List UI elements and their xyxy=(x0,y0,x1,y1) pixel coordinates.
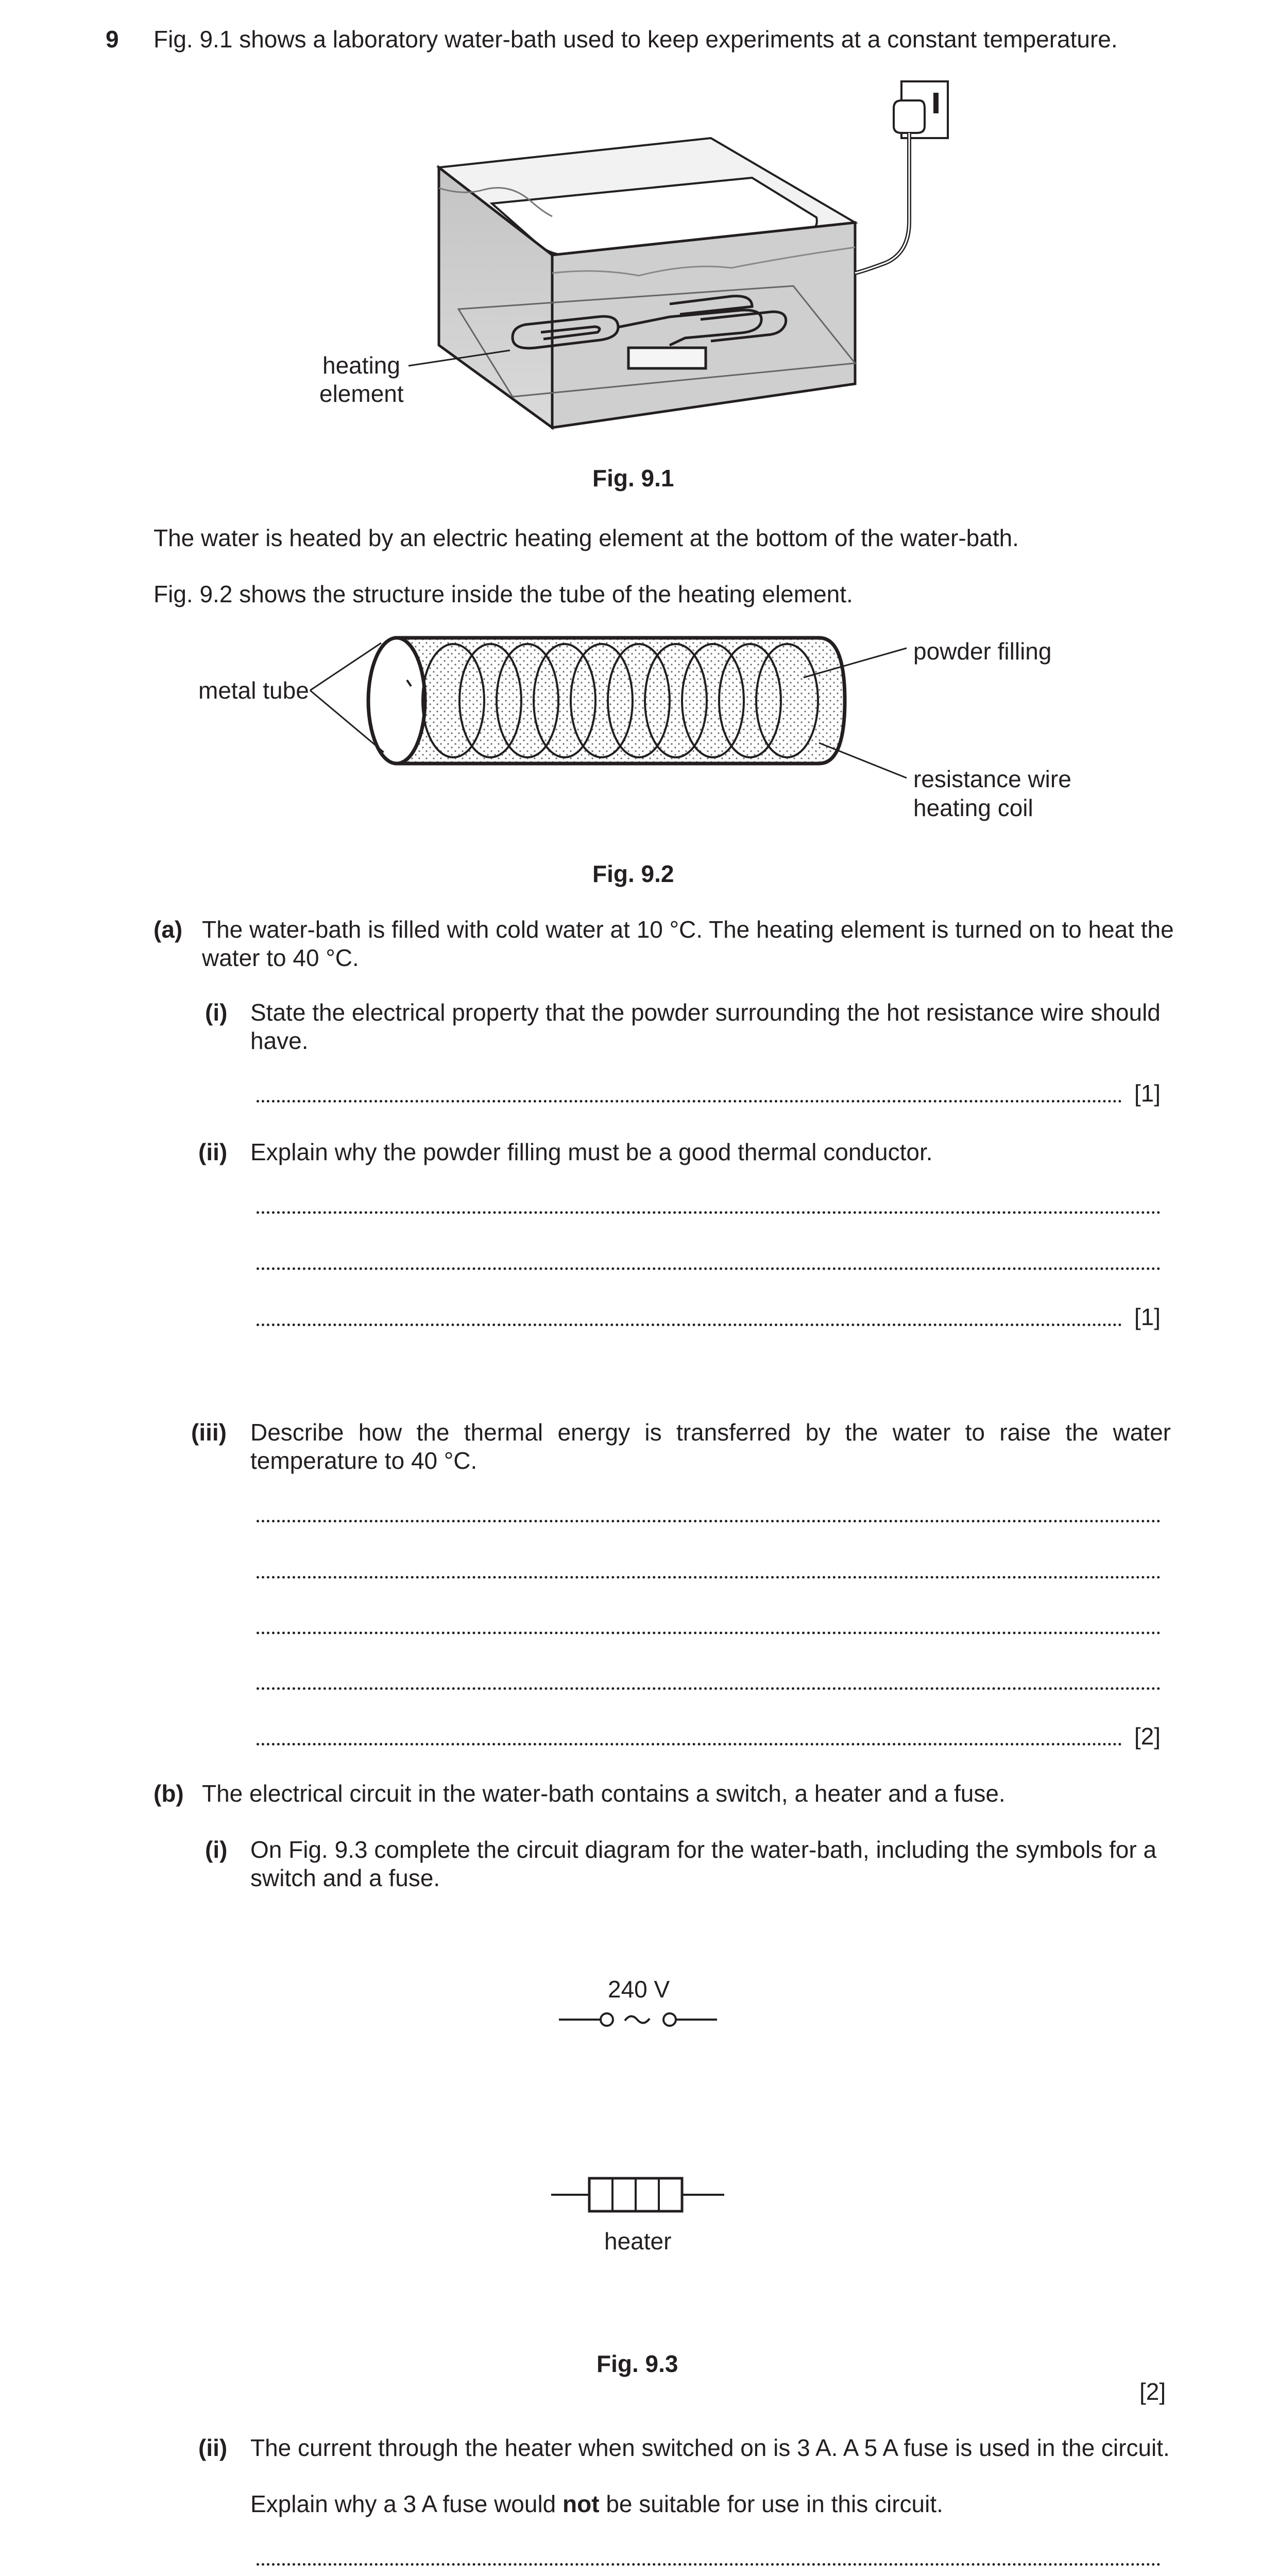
heater-label: heater xyxy=(604,2228,672,2255)
part-b-i-line1: On Fig. 9.3 complete the circuit diagram for the water-bath, including the symbols for a xyxy=(250,1836,1157,1863)
part-a-i-line2: have. xyxy=(250,1027,309,1054)
part-a-iii-label: (iii) xyxy=(191,1419,227,1446)
question-number: 9 xyxy=(106,26,119,53)
fig-9-2-heating-tube xyxy=(299,623,917,783)
heater-symbol xyxy=(550,2177,725,2213)
heating-element-label-line2: element xyxy=(319,380,404,407)
part-a-text-line1: The water-bath is filled with cold water at 10 °C. The heating element is turned on to heat the xyxy=(202,916,1174,943)
powder-filling-label: powder filling xyxy=(913,638,1052,665)
part-a-text-line2: water to 40 °C. xyxy=(202,944,359,971)
heating-element-label-line1: heating xyxy=(322,352,400,379)
fig-9-3-caption: Fig. 9.3 xyxy=(597,2350,678,2377)
part-b-i-label: (i) xyxy=(205,1836,228,1863)
answer-line[interactable] xyxy=(257,1248,1161,1273)
answer-line[interactable] xyxy=(257,1724,1161,1749)
answer-line[interactable] xyxy=(257,1192,1161,1217)
ac-symbol xyxy=(625,2016,650,2023)
supply-voltage-label: 240 V xyxy=(608,1976,670,2003)
answer-line[interactable] xyxy=(257,1557,1161,1582)
part-a-ii-text: Explain why the powder filling must be a good thermal conductor. xyxy=(250,1139,933,1165)
answer-line[interactable] xyxy=(257,2544,1161,2569)
ac-supply-terminals xyxy=(556,2004,721,2035)
answer-line[interactable] xyxy=(257,1081,1161,1106)
part-b-ii-question: Explain why a 3 A fuse would not be suitable for use in this circuit. xyxy=(250,2490,943,2517)
plug xyxy=(894,100,925,133)
tube-end xyxy=(368,638,425,764)
fig-9-1-caption: Fig. 9.1 xyxy=(592,465,674,492)
mark-allocation: [1] xyxy=(1134,1303,1161,1330)
paragraph-1: The water is heated by an electric heating element at the bottom of the water-bath. xyxy=(154,524,1019,551)
part-b-ii-text: The current through the heater when switched on is 3 A. A 5 A fuse is used in the circuit. xyxy=(250,2434,1170,2461)
part-b-text: The electrical circuit in the water-bath contains a switch, a heater and a fuse. xyxy=(202,1780,1006,1807)
mark-allocation: [2] xyxy=(1134,1723,1161,1750)
part-a-i-line1: State the electrical property that the powder surrounding the hot resistance wire should xyxy=(250,999,1161,1026)
answer-line[interactable] xyxy=(257,1668,1161,1693)
mark-allocation: [2] xyxy=(1139,2378,1166,2405)
intro-text: Fig. 9.1 shows a laboratory water-bath used to keep experiments at a constant temperature. xyxy=(154,26,1118,53)
part-a-label: (a) xyxy=(154,916,183,943)
part-a-iii-line2: temperature to 40 °C. xyxy=(250,1447,478,1474)
resistance-wire-label-line1: resistance wire xyxy=(913,766,1071,792)
answer-line[interactable] xyxy=(257,1501,1161,1526)
resistance-wire-label-line2: heating coil xyxy=(913,794,1033,821)
part-a-i-label: (i) xyxy=(205,999,228,1026)
part-b-label: (b) xyxy=(154,1780,184,1807)
metal-tube-label: metal tube xyxy=(198,677,309,704)
fig-9-2-caption: Fig. 9.2 xyxy=(592,860,674,887)
part-b-ii-label: (ii) xyxy=(198,2434,228,2461)
answer-line[interactable] xyxy=(257,1613,1161,1637)
fig-9-1-water-bath xyxy=(309,77,979,448)
mark-allocation: [1] xyxy=(1134,1080,1161,1107)
part-a-ii-label: (ii) xyxy=(198,1139,228,1165)
paragraph-2: Fig. 9.2 shows the structure inside the tube of the heating element. xyxy=(154,581,853,607)
part-b-i-line2: switch and a fuse. xyxy=(250,1865,440,1891)
emphasis-not: not xyxy=(563,2490,600,2517)
answer-line[interactable] xyxy=(257,1304,1161,1329)
bath-side-face xyxy=(552,223,855,428)
part-a-iii-line1: Describe how the thermal energy is transferred by the water to raise the water xyxy=(250,1419,1171,1446)
